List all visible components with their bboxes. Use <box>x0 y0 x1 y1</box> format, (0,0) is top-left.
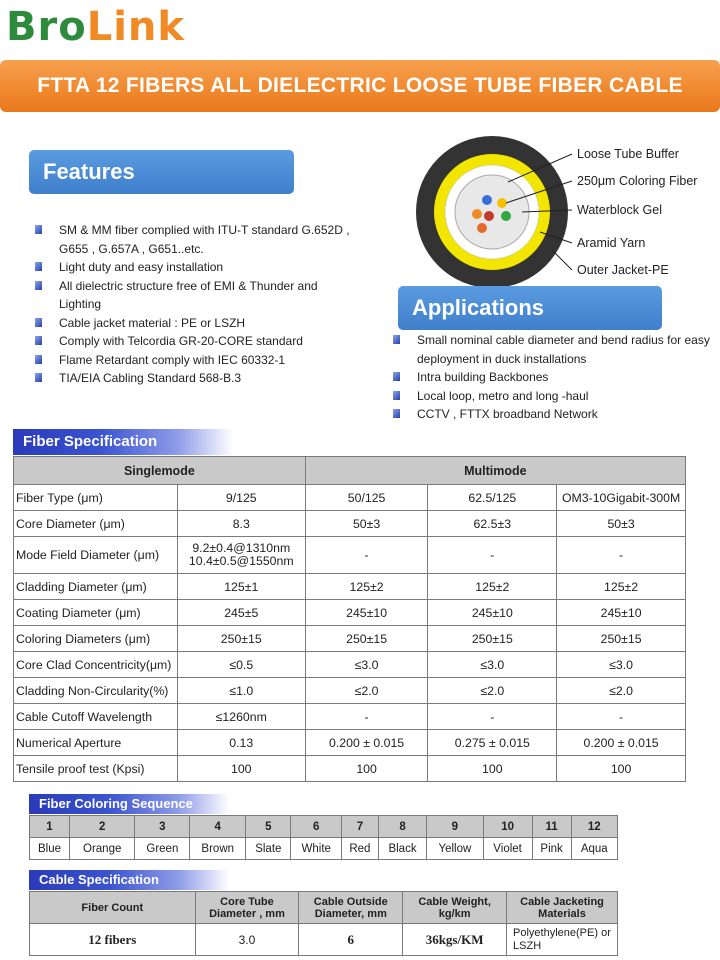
table-row <box>14 652 686 678</box>
leader-line <box>552 250 572 270</box>
core-tube-value: 3.0 <box>195 924 299 956</box>
table-row <box>14 537 686 574</box>
param-cell: Numerical Aperture <box>14 730 178 756</box>
color-number: 10 <box>483 816 532 838</box>
table-row <box>30 924 618 956</box>
fiber-dot-brown <box>477 223 487 233</box>
value-cell: 62.5/125 <box>428 485 557 511</box>
value-cell <box>177 537 305 574</box>
value-cell: ≤3.0 <box>428 652 557 678</box>
table-row <box>14 730 686 756</box>
diagram-label-outer-jacket: Outer Jacket-PE <box>577 263 669 277</box>
features-list <box>31 221 351 388</box>
fiber-count-value: 12 fibers <box>30 924 196 956</box>
application-item: Small nominal cable diameter and bend radius for easy deployment in duck installations <box>389 331 714 368</box>
value-cell: - <box>305 704 428 730</box>
value-cell: 0.275 ± 0.015 <box>428 730 557 756</box>
value-cell: 245±10 <box>428 600 557 626</box>
feature-item: Flame Retardant comply with IEC 60332-1 <box>31 351 351 370</box>
value-cell: 100 <box>305 756 428 782</box>
param-cell: Cable Cutoff Wavelength <box>14 704 178 730</box>
table-row <box>14 704 686 730</box>
param-cell: Tensile proof test (Kpsi) <box>14 756 178 782</box>
value-cell: 100 <box>557 756 686 782</box>
value-cell: ≤3.0 <box>557 652 686 678</box>
color-name: Green <box>135 838 190 860</box>
jacketing-value: Polyethylene(PE) or LSZH <box>507 924 618 956</box>
color-name: Violet <box>483 838 532 860</box>
value-cell: ≤2.0 <box>557 678 686 704</box>
value-cell: 50/125 <box>305 485 428 511</box>
value-cell: ≤2.0 <box>305 678 428 704</box>
fiber-dot-yellow <box>497 198 507 208</box>
applications-list <box>389 331 714 424</box>
value-cell: 8.3 <box>177 511 305 537</box>
feature-item: Light duty and easy installation <box>31 258 351 277</box>
header-core-tube: Core Tube Diameter , mm <box>195 892 299 924</box>
value-cell: 0.200 ± 0.015 <box>557 730 686 756</box>
param-cell: Cladding Non-Circularity(%) <box>14 678 178 704</box>
feature-item: Cable jacket material : PE or LSZH <box>31 314 351 333</box>
color-number: 9 <box>427 816 483 838</box>
value-cell: - <box>557 537 686 574</box>
color-name: Slate <box>246 838 291 860</box>
color-number: 7 <box>342 816 379 838</box>
value-cell: 0.200 ± 0.015 <box>305 730 428 756</box>
color-number: 6 <box>291 816 342 838</box>
table-header-row <box>14 457 686 485</box>
value-line: 9.2±0.4@1310nm <box>192 541 291 555</box>
param-cell: Cladding Diameter (μm) <box>14 574 178 600</box>
value-cell: 245±10 <box>305 600 428 626</box>
feature-item: SM & MM fiber complied with ITU-T standard G.652D , G655 , G.657A , G651..etc. <box>31 221 351 258</box>
header-singlemode: Singlemode <box>14 457 306 485</box>
value-cell: 250±15 <box>557 626 686 652</box>
value-cell: ≤1.0 <box>177 678 305 704</box>
value-cell: 100 <box>428 756 557 782</box>
color-number: 8 <box>378 816 426 838</box>
coloring-heading: Fiber Coloring Sequence <box>29 794 229 814</box>
param-cell: Core Diameter (μm) <box>14 511 178 537</box>
table-row <box>14 756 686 782</box>
features-heading: Features <box>29 150 294 194</box>
color-name: Pink <box>532 838 571 860</box>
param-cell: Coating Diameter (μm) <box>14 600 178 626</box>
cable-spec-heading: Cable Specification <box>29 870 229 890</box>
value-cell: 125±2 <box>305 574 428 600</box>
table-header-row <box>30 892 618 924</box>
fiber-dot-blue <box>482 195 492 205</box>
weight-value: 36kgs/KM <box>403 924 507 956</box>
table-row <box>14 485 686 511</box>
fiber-dot-red <box>484 211 494 221</box>
feature-item: TIA/EIA Cabling Standard 568-B.3 <box>31 369 351 388</box>
diagram-label-coloring-fiber: 250μm Coloring Fiber <box>577 174 698 188</box>
value-cell: 250±15 <box>428 626 557 652</box>
applications-heading: Applications <box>398 286 662 330</box>
header-multimode: Multimode <box>305 457 685 485</box>
table-row <box>14 511 686 537</box>
color-name: White <box>291 838 342 860</box>
coloring-name-row <box>30 838 618 860</box>
header-outside-diameter: Cable Outside Diameter, mm <box>299 892 403 924</box>
value-cell: 245±5 <box>177 600 305 626</box>
color-name: Black <box>378 838 426 860</box>
table-row <box>14 600 686 626</box>
value-cell: - <box>557 704 686 730</box>
coloring-number-row <box>30 816 618 838</box>
param-cell: Mode Field Diameter (μm) <box>14 537 178 574</box>
fiber-spec-table <box>13 456 686 782</box>
title-banner <box>0 60 720 112</box>
color-number: 4 <box>190 816 246 838</box>
cable-cross-section-diagram <box>412 130 712 290</box>
value-cell: ≤2.0 <box>428 678 557 704</box>
table-row <box>14 574 686 600</box>
value-cell: 50±3 <box>305 511 428 537</box>
color-number: 3 <box>135 816 190 838</box>
table-row <box>14 678 686 704</box>
value-cell: 62.5±3 <box>428 511 557 537</box>
value-cell: 50±3 <box>557 511 686 537</box>
page-title: FTTA 12 FIBERS ALL DIELECTRIC LOOSE TUBE FIBER CABLE <box>37 74 683 97</box>
header-fiber-count: Fiber Count <box>30 892 196 924</box>
diagram-label-loose-tube: Loose Tube Buffer <box>577 147 679 161</box>
fiber-dot-orange <box>472 209 482 219</box>
value-cell: - <box>428 537 557 574</box>
logo-part-2: Link <box>86 4 185 50</box>
color-name: Brown <box>190 838 246 860</box>
param-cell: Fiber Type (μm) <box>14 485 178 511</box>
value-line: 10.4±0.5@1550nm <box>188 554 294 568</box>
application-item: CCTV , FTTX broadband Network <box>389 405 714 424</box>
outside-diameter-value: 6 <box>299 924 403 956</box>
value-cell: 250±15 <box>177 626 305 652</box>
color-number: 2 <box>69 816 134 838</box>
application-item: Intra building Backbones <box>389 368 714 387</box>
color-name: Aqua <box>571 838 617 860</box>
diagram-label-waterblock-gel: Waterblock Gel <box>577 203 662 217</box>
value-cell: 125±1 <box>177 574 305 600</box>
param-cell: Coloring Diameters (μm) <box>14 626 178 652</box>
value-cell: 250±15 <box>305 626 428 652</box>
value-cell: 245±10 <box>557 600 686 626</box>
color-number: 11 <box>532 816 571 838</box>
value-cell: ≤0.5 <box>177 652 305 678</box>
feature-item: Comply with Telcordia GR-20-CORE standard <box>31 332 351 351</box>
cable-spec-table <box>29 891 618 956</box>
header-jacketing: Cable Jacketing Materials <box>507 892 618 924</box>
color-number: 12 <box>571 816 617 838</box>
diagram-label-aramid-yarn: Aramid Yarn <box>577 236 646 250</box>
fiber-dot-green <box>501 211 511 221</box>
value-cell: 100 <box>177 756 305 782</box>
value-cell: 125±2 <box>428 574 557 600</box>
logo-part-1: Bro <box>6 4 87 50</box>
value-cell: ≤3.0 <box>305 652 428 678</box>
fiber-spec-heading: Fiber Specification <box>13 429 233 455</box>
value-cell: 9/125 <box>177 485 305 511</box>
value-cell: ≤1260nm <box>177 704 305 730</box>
color-name: Yellow <box>427 838 483 860</box>
application-item: Local loop, metro and long -haul <box>389 387 714 406</box>
brand-logo <box>6 2 185 52</box>
color-name: Orange <box>69 838 134 860</box>
color-number: 1 <box>30 816 70 838</box>
table-row <box>14 626 686 652</box>
header-weight: Cable Weight, kg/km <box>403 892 507 924</box>
value-cell: 125±2 <box>557 574 686 600</box>
coloring-sequence-table <box>29 815 618 860</box>
value-cell: - <box>428 704 557 730</box>
param-cell: Core Clad Concentricity(μm) <box>14 652 178 678</box>
color-name: Red <box>342 838 379 860</box>
feature-item: All dielectric structure free of EMI & Thunder and Lighting <box>31 277 351 314</box>
value-cell: 0.13 <box>177 730 305 756</box>
color-name: Blue <box>30 838 70 860</box>
color-number: 5 <box>246 816 291 838</box>
value-cell: - <box>305 537 428 574</box>
value-cell: OM3-10Gigabit-300M <box>557 485 686 511</box>
